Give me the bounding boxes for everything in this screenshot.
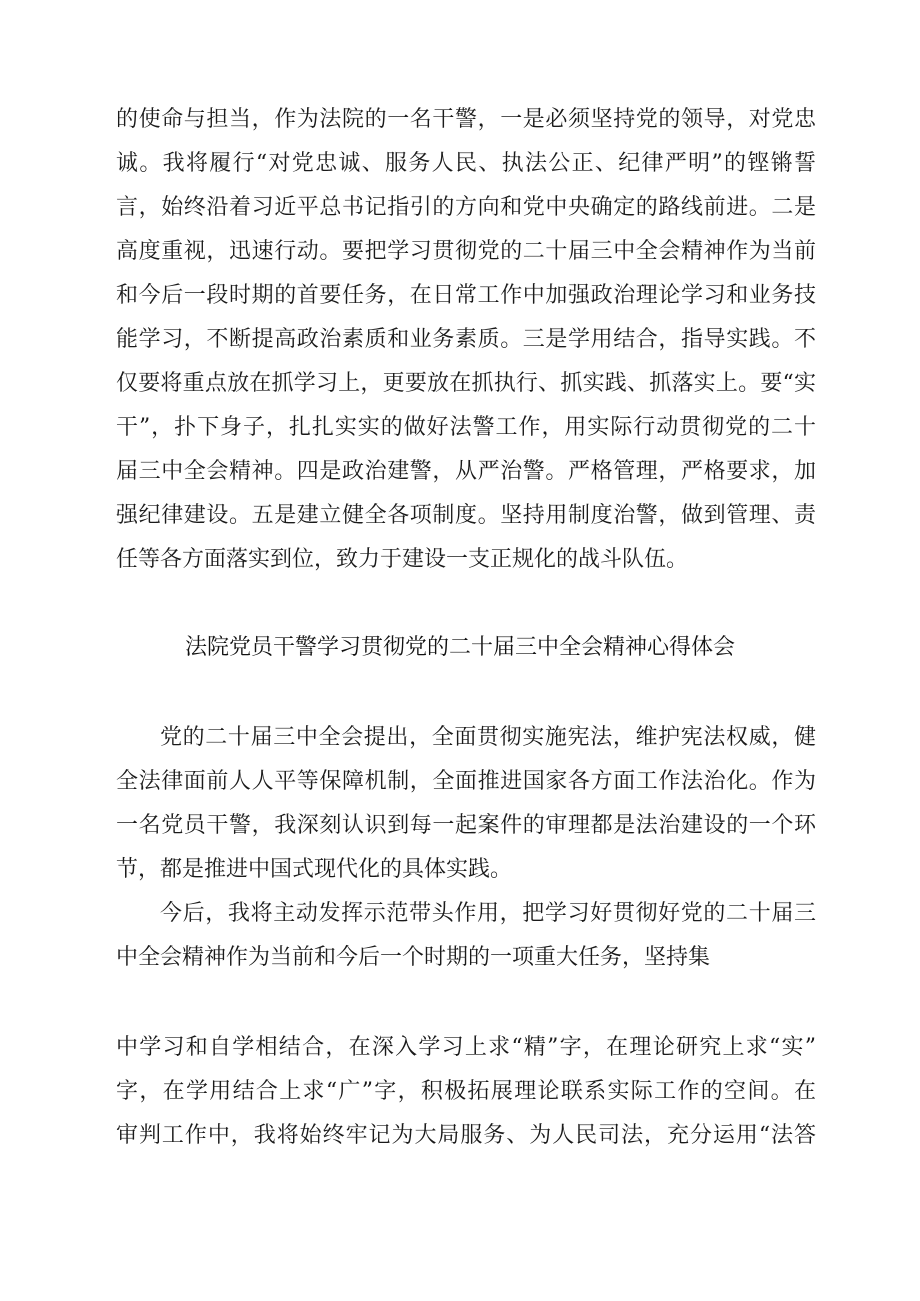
text-line: 党的二十届三中全会提出，全面贯彻实施宪法，维护宪法权威，健 [160,725,816,750]
text-line: 今后，我将主动发挥示范带头作用，把学习好贯彻好党的二十届三 [160,901,816,926]
article-heading: 法院党员干警学习贯彻党的二十届三中全会精神心得体会 [184,635,735,660]
text-line: 一名党员干警，我深刻认识到每一起案件的审理都是法治建设的一个环 [116,813,816,838]
body-paragraphs [116,716,816,980]
text-line: 高度重视，迅速行动。要把学习贯彻党的二十届三中全会精神作为当前 [116,239,816,264]
text-line: 仅要将重点放在抓学习上，更要放在抓执行、抓实践、抓落实上。要“实 [116,371,816,396]
text-line: 言，始终沿着习近平总书记指引的方向和党中央确定的路线前进。二是 [116,195,816,220]
body-paragraph-continued [116,98,816,582]
text-line: 的使命与担当，作为法院的一名干警，一是必须坚持党的领导，对党忠 [116,107,816,132]
text-line: 强纪律建设。五是建立健全各项制度。坚持用制度治警，做到管理、责 [116,503,816,528]
text-line: 字，在学用结合上求“广”字，积极拓展理论联系实际工作的空间。在 [116,1079,816,1104]
text-line: 节，都是推进中国式现代化的具体实践。 [116,857,513,882]
text-line: 中全会精神作为当前和今后一个时期的一项重大任务，坚持集 [116,945,711,970]
text-line: 和今后一段时期的首要任务，在日常工作中加强政治理论学习和业务技 [116,283,816,308]
text-line: 干”，扑下身子，扎扎实实的做好法警工作，用实际行动贯彻党的二十 [116,415,816,440]
text-line: 中学习和自学相结合，在深入学习上求“精”字，在理论研究上求“实” [116,1035,816,1060]
text-line: 诚。我将履行“对党忠诚、服务人民、执法公正、纪律严明”的铿锵誓 [116,151,816,176]
body-paragraph-continued-next-page [116,1026,816,1158]
text-line: 届三中全会精神。四是政治建警，从严治警。严格管理，严格要求，加 [116,459,816,484]
text-line: 任等各方面落实到位，致力于建设一支正规化的战斗队伍。 [116,547,689,572]
text-line: 全法律面前人人平等保障机制，全面推进国家各方面工作法治化。作为 [116,769,816,794]
text-line: 审判工作中，我将始终牢记为大局服务、为人民司法，充分运用“法答 [116,1123,816,1148]
text-line: 能学习，不断提高政治素质和业务素质。三是学用结合，指导实践。不 [116,327,816,352]
